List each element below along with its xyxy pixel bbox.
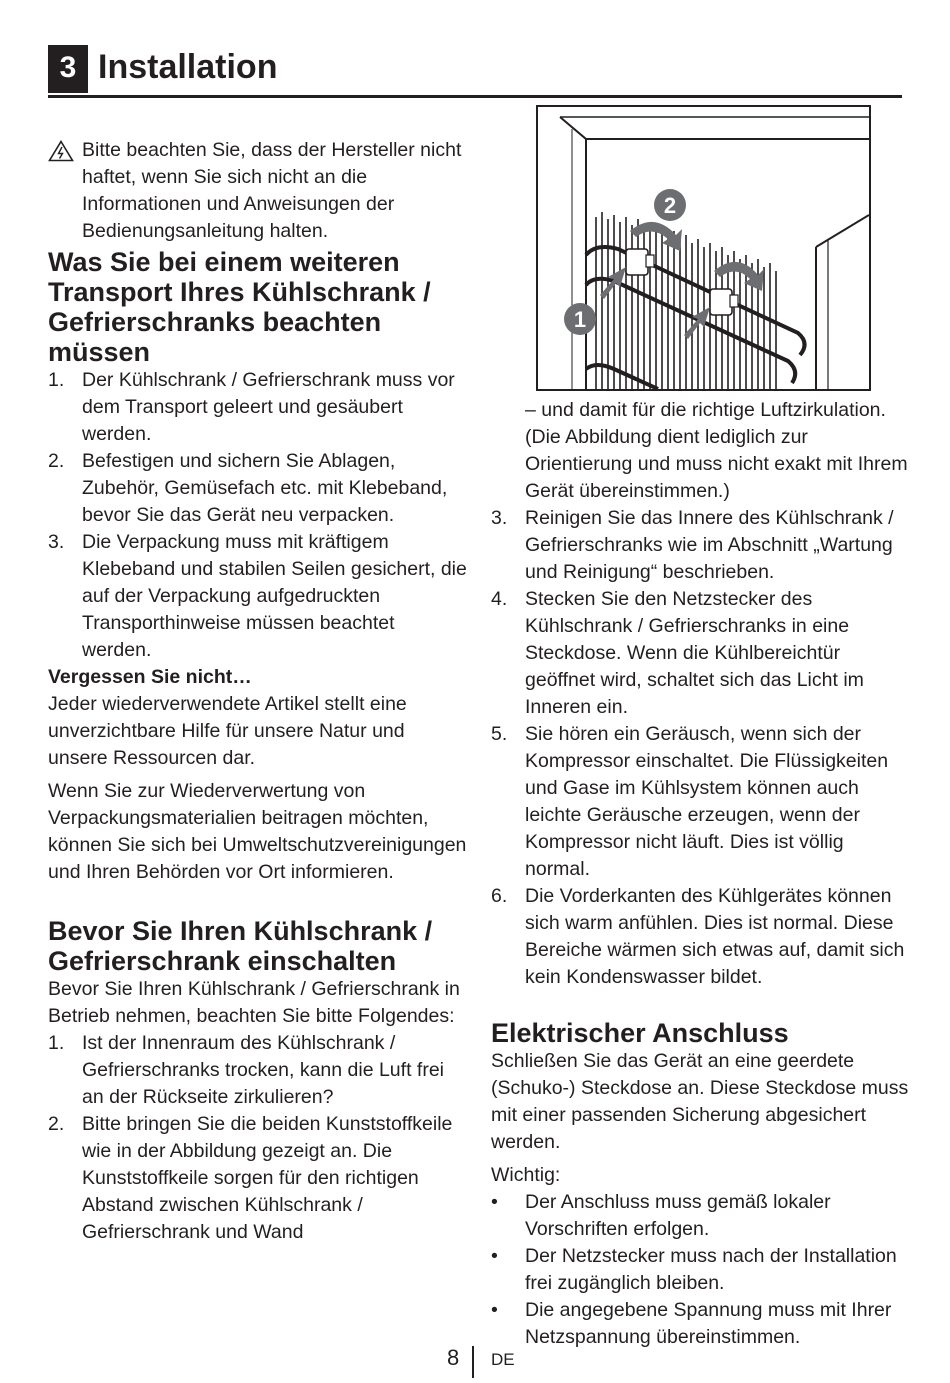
list-item: 5. Sie hören ein Geräusch, wenn sich der Kompressor einschaltet. Die Flüssigkeiten und Gase im Kühlsystem können auch leichte Geräusche erzeugen, wenn der Kompressor nicht läuft. Dies ist völlig normal.: [491, 723, 889, 880]
list-item: • Die angegebene Spannung muss mit Ihrer Netzspannung übereinstimmen.: [491, 1299, 892, 1348]
svg-text:2: 2: [663, 193, 677, 218]
before-switch-on-heading: Bevor Sie Ihren Kühlschrank / Gefrierschrank einschalten: [48, 916, 433, 976]
list-item: • Der Netzstecker muss nach der Installation frei zugänglich bleiben.: [491, 1245, 897, 1294]
list-item: • Der Anschluss muss gemäß lokaler Vorschriften erfolgen.: [491, 1191, 831, 1240]
before-list-continued: [491, 505, 911, 991]
language-code: DE: [491, 1350, 515, 1369]
list-item: 1. Ist der Innenraum des Kühlschrank / Gefrierschranks trocken, kann die Luft frei an der Rückseite zirkulieren?: [48, 1032, 444, 1108]
important-bullets: [491, 1189, 911, 1351]
condenser-grid: [596, 212, 776, 389]
spacer-illustration: [536, 105, 871, 391]
list-item: 4. Stecken Sie den Netzstecker des Kühlschrank / Gefrierschranks in eine Steckdose. Wenn die Kühlbereichtür geöffnet wird, schaltet sich das Licht im Inneren ein.: [491, 588, 864, 718]
list-item: 2. Befestigen und sichern Sie Ablagen, Zubehör, Gemüsefach etc. mit Klebeband, bevor Sie das Gerät neu verpacken.: [48, 450, 448, 526]
list-item: 2. Bitte bringen Sie die beiden Kunststoffkeile wie in der Abbildung gezeigt an. Die Kunststoffkeile sorgen für den richtigen Abstand zwischen Kühlschrank / Gefrierschrank und Wand: [48, 1113, 453, 1243]
push-arrow-icons: [600, 267, 710, 339]
electric-paragraph: Schließen Sie das Gerät an eine geerdete (Schuko-) Steckdose an. Diese Steckdose muss mit einer passenden Sicherung abgesichert werden.: [491, 1050, 909, 1153]
transport-list: [48, 367, 468, 664]
transport-heading: Was Sie bei einem weiteren Transport Ihres Kühlschrank / Gefrierschranks beachten müssen: [48, 247, 431, 367]
step-badge-2: [654, 189, 686, 221]
before-list: [48, 1030, 468, 1246]
left-column: [48, 137, 468, 1246]
list-item: 3. Die Verpackung muss mit kräftigem Klebeband und stabilen Seilen gesichert, die auf der Verpackung aufgedruckten Transporthinweise müssen beachtet werden.: [48, 531, 467, 661]
list-item: 3. Reinigen Sie das Innere des Kühlschrank / Gefrierschranks wie im Abschnitt „Wartung und Reinigung“ beschrieben.: [491, 507, 894, 583]
right-column: [491, 397, 911, 1351]
recycling-paragraph: Wenn Sie zur Wiederverwertung von Verpackungsmaterialien beitragen möchten, können Sie sich bei Umweltschutzvereinigungen und Ihren Behörden vor Ort informieren.: [48, 780, 467, 883]
page-number: 8: [447, 1345, 460, 1370]
step-badge-1: [564, 303, 596, 335]
warning-text: Bitte beachten Sie, dass der Hersteller nicht haftet, wenn Sie sich nicht an die Informationen und Anweisungen der Bedienungsanleitung halten.: [82, 139, 462, 242]
electric-heading: Elektrischer Anschluss: [491, 1018, 789, 1048]
chapter-number: 3: [48, 45, 88, 93]
chapter-title: Installation: [98, 48, 278, 86]
warning-note: [48, 137, 468, 245]
svg-text:1: 1: [573, 307, 587, 332]
before-intro: Bevor Sie Ihren Kühlschrank / Gefrierschrank in Betrieb nehmen, beachten Sie bitte Folgendes:: [48, 978, 460, 1027]
remember-paragraph: Jeder wiederverwendete Artikel stellt eine unverzichtbare Hilfe für unsere Natur und unsere Ressourcen dar.: [48, 693, 407, 769]
important-label: Wichtig:: [491, 1164, 561, 1186]
chapter-header: [48, 45, 902, 98]
list-item: 6. Die Vorderkanten des Kühlgerätes können sich warm anfühlen. Dies ist normal. Diese Bereiche wärmen sich etwas auf, damit sich kein Kondenswasser bildet.: [491, 885, 905, 988]
continuation-text: – und damit für die richtige Luftzirkulation. (Die Abbildung dient lediglich zur Orientierung und muss nicht exakt mit Ihrem Gerät übereinstimmen.): [525, 399, 908, 502]
footer-divider: [472, 1346, 474, 1378]
list-item: 1. Der Kühlschrank / Gefrierschrank muss vor dem Transport geleert und gesäubert werden.: [48, 369, 455, 445]
remember-heading: Vergessen Sie nicht…: [48, 666, 252, 688]
warning-icon: [48, 140, 74, 162]
fridge-back-illustration: [538, 107, 869, 389]
